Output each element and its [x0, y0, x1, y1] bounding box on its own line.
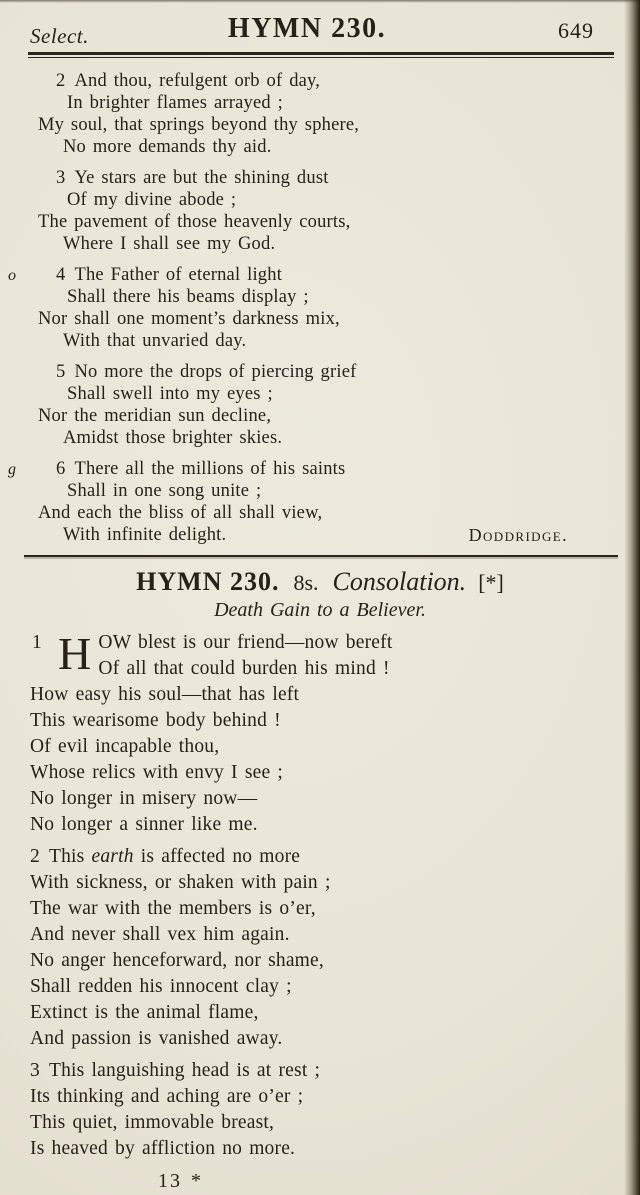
verse-line: Where I shall see my God.	[63, 234, 276, 254]
verse-line: Its thinking and aching are o’er ;	[30, 1086, 304, 1107]
verse-line: With that unvaried day.	[63, 331, 247, 351]
verse-number: 1	[32, 632, 42, 653]
verse-number: 3	[30, 1060, 40, 1081]
hymn-230-section	[0, 622, 640, 1194]
verse	[8, 264, 606, 352]
verse-line-text: The Father of eternal light	[74, 265, 283, 285]
verse-line: Shall there his beams display ;	[67, 287, 309, 307]
page-number: 649	[558, 18, 594, 43]
verse-line: Shall in one song unite ;	[67, 481, 262, 501]
verse-line: Shall swell into my eyes ;	[67, 384, 273, 404]
verse-line-text: And thou, refulgent orb of day,	[74, 71, 321, 91]
expression-mark: g	[8, 461, 17, 478]
verse-line: How easy his soul—that has left	[30, 684, 300, 705]
page-top-edge	[0, 0, 640, 3]
verse-line: No more demands thy aid.	[63, 137, 272, 157]
verse-line	[30, 844, 606, 870]
verse-number: 4	[56, 265, 66, 285]
verse-line: Whose relics with envy I see ;	[30, 762, 284, 783]
verse-line: No longer a sinner like me.	[30, 814, 258, 835]
verse-number: 6	[56, 459, 66, 479]
previous-hymn-section	[0, 58, 640, 546]
verse	[38, 70, 606, 158]
verse-line-text: is affected no more	[133, 846, 301, 867]
verse-line-text: With infinite delight.	[63, 525, 227, 545]
verse-line	[56, 167, 606, 189]
signature-mark: 13 *	[158, 1170, 203, 1192]
verse-number: 3	[56, 168, 66, 188]
verse-line	[56, 361, 606, 383]
expression-mark: o	[8, 267, 17, 284]
verse-line: And never shall vex him again.	[30, 924, 290, 945]
author-attribution: Doddridge.	[468, 525, 568, 545]
verse-line: Nor shall one moment’s darkness mix,	[38, 309, 340, 329]
page-right-edge	[624, 0, 640, 1195]
verse-number: 2	[56, 71, 66, 91]
verse-line: My soul, that springs beyond thy sphere,	[38, 115, 360, 135]
verse-line	[56, 458, 606, 480]
section-divider	[24, 555, 618, 557]
verse	[30, 630, 606, 838]
verse-line: This quiet, immovable breast,	[30, 1112, 275, 1133]
running-hymn-number: HYMN 230.	[227, 13, 387, 44]
verse-line: Shall redden his innocent clay ;	[30, 976, 292, 997]
hymn-tune-name: Consolation.	[332, 567, 467, 596]
verse	[38, 167, 606, 255]
verse-line: Of evil incapable thou,	[30, 736, 220, 757]
page-header	[0, 0, 640, 52]
verse-line-text: This languishing head is at rest ;	[48, 1060, 321, 1081]
verse-line: OW blest is our friend—now bereft	[98, 632, 393, 653]
verse-number: 5	[56, 362, 66, 382]
verse	[8, 458, 606, 546]
emphasized-word: earth	[91, 846, 134, 867]
verse-line-text: Ye stars are but the shining dust	[74, 168, 329, 188]
verse	[30, 844, 606, 1052]
drop-cap: H	[58, 628, 92, 679]
verse-line	[30, 1058, 606, 1084]
hymn-title	[0, 567, 640, 597]
hymn-meter: 8s.	[293, 570, 319, 595]
verse-line: The war with the members is o’er,	[30, 898, 316, 919]
verse	[38, 361, 606, 449]
hymn-number-heading: HYMN 230.	[136, 567, 280, 596]
section-label: Select.	[30, 24, 89, 48]
verse-line-text: This	[48, 846, 92, 867]
verse-line: With sickness, or shaken with pain ;	[30, 872, 331, 893]
verse-line: And passion is vanished away.	[30, 1028, 283, 1049]
verse-line: No anger henceforward, nor shame,	[30, 950, 324, 971]
hymn-subtitle: Death Gain to a Believer.	[214, 599, 426, 621]
hymn-selection-mark: [*]	[478, 570, 504, 595]
verse-line: The pavement of those heavenly courts,	[38, 212, 351, 232]
verse-line	[63, 524, 606, 546]
verse-line: And each the bliss of all shall view,	[38, 503, 323, 523]
verse-line	[56, 70, 606, 92]
verse-line-text: No more the drops of piercing grief	[74, 362, 357, 382]
verse-line: In brighter flames arrayed ;	[67, 93, 283, 113]
verse-line: Is heaved by affliction no more.	[30, 1138, 296, 1159]
verse-line: Of my divine abode ;	[67, 190, 237, 210]
verse-line: This wearisome body behind !	[30, 710, 281, 731]
verse-line: Of all that could burden his mind !	[98, 658, 390, 679]
verse-line	[56, 264, 606, 286]
verse-number: 2	[30, 846, 40, 867]
verse	[30, 1058, 606, 1162]
verse-line: No longer in misery now—	[30, 788, 258, 809]
verse-line: Nor the meridian sun decline,	[38, 406, 272, 426]
verse-line: Extinct is the animal flame,	[30, 1002, 259, 1023]
verse-line-text: There all the millions of his saints	[74, 459, 346, 479]
verse-line: Amidst those brighter skies.	[63, 428, 283, 448]
